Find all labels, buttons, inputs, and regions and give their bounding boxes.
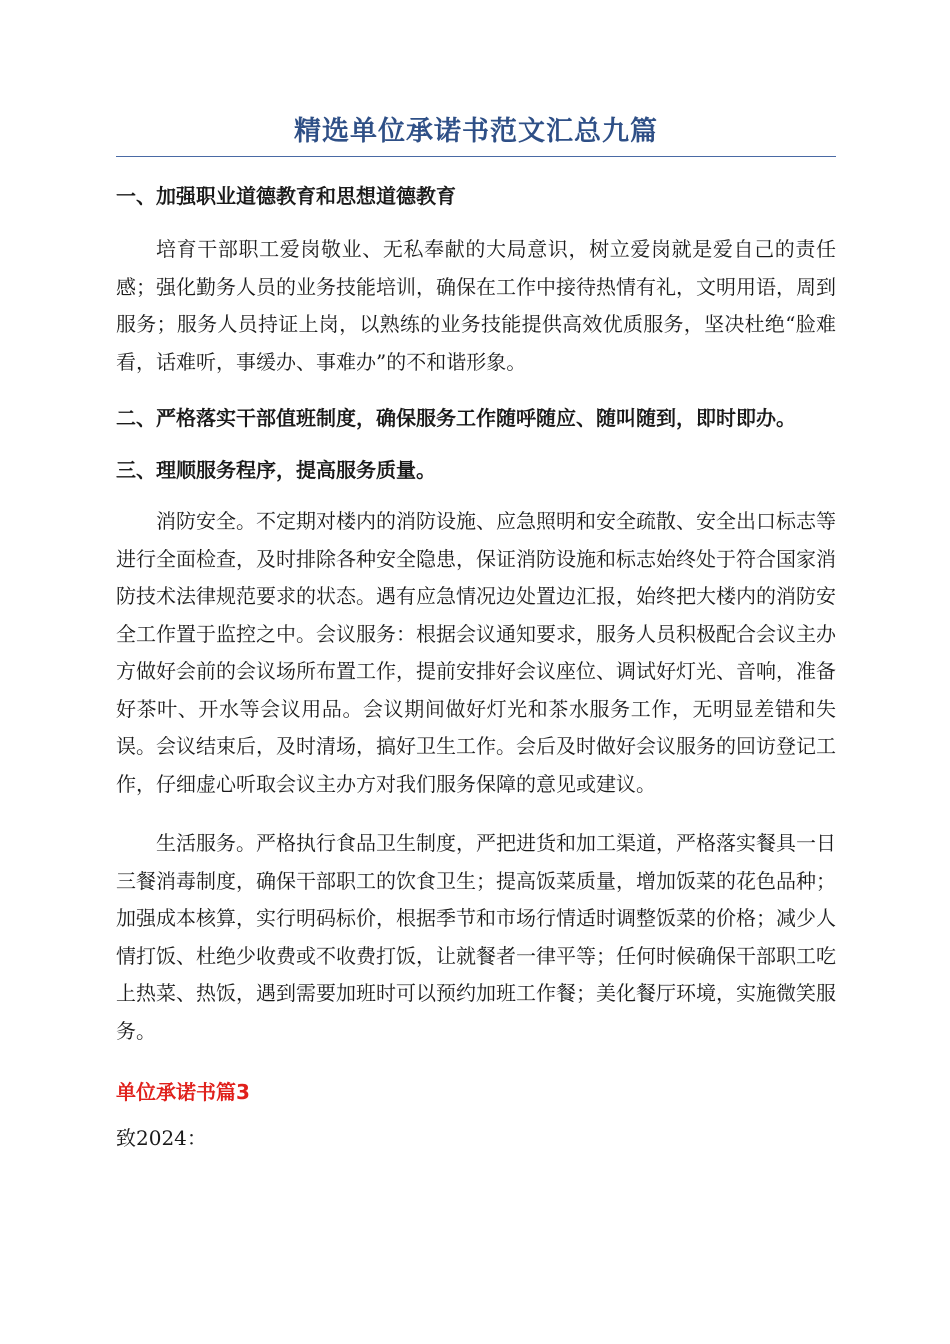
section-heading-1: 一、加强职业道德教育和思想道德教育 [116, 184, 456, 208]
paragraph-3: 生活服务。严格执行食品卫生制度，严把进货和加工渠道，严格落实餐具一日三餐消毒制度，确保干部职工的饮食卫生；提高饭菜质量，增加饭菜的花色品种；加强成本核算，实行明码标价，根据季节和市场行情适时调整饭菜的价格；减少人情打饭、杜绝少收费或不收费打饭，让就餐者一律平等；任何时候确保干部职工吃上热菜、热饭，遇到需要加班时可以预约加班工作餐；美化餐厅环境，实施微笑服务。 [116, 831, 836, 1043]
chapter-heading: 单位承诺书篇3 [116, 1080, 250, 1104]
document-title: 精选单位承诺书范文汇总九篇 [116, 112, 836, 157]
paragraph-1: 培育干部职工爱岗敬业、无私奉献的大局意识，树立爱岗就是爱自己的责任感；强化勤务人员的业务技能培训，确保在工作中接待热情有礼，文明用语，周到服务；服务人员持证上岗，以熟练的业务技能提供高效优质服务，坚决杜绝“脸难看，话难听，事缓办、事难办”的不和谐形象。 [116, 237, 836, 374]
salutation-line: 致2024： [116, 1126, 207, 1150]
section-heading-2: 二、严格落实干部值班制度，确保服务工作随呼随应、随叫随到，即时即办。 [116, 406, 796, 430]
document-page [116, 112, 836, 1156]
paragraph-2: 消防安全。不定期对楼内的消防设施、应急照明和安全疏散、安全出口标志等进行全面检查，及时排除各种安全隐患，保证消防设施和标志始终处于符合国家消防技术法律规范要求的状态。遇有应急情况边处置边汇报，始终把大楼内的消防安全工作置于监控之中。会议服务：根据会议通知要求，服务人员积极配合会议主办方做好会前的会议场所布置工作，提前安排好会议座位、调试好灯光、音响，准备好茶叶、开水等会议用品。会议期间做好灯光和茶水服务工作，无明显差错和失误。会议结束后，及时清场，搞好卫生工作。会后及时做好会议服务的回访登记工作，仔细虚心听取会议主办方对我们服务保障的意见或建议。 [116, 509, 836, 796]
section-heading-3: 三、理顺服务程序，提高服务质量。 [116, 458, 436, 482]
